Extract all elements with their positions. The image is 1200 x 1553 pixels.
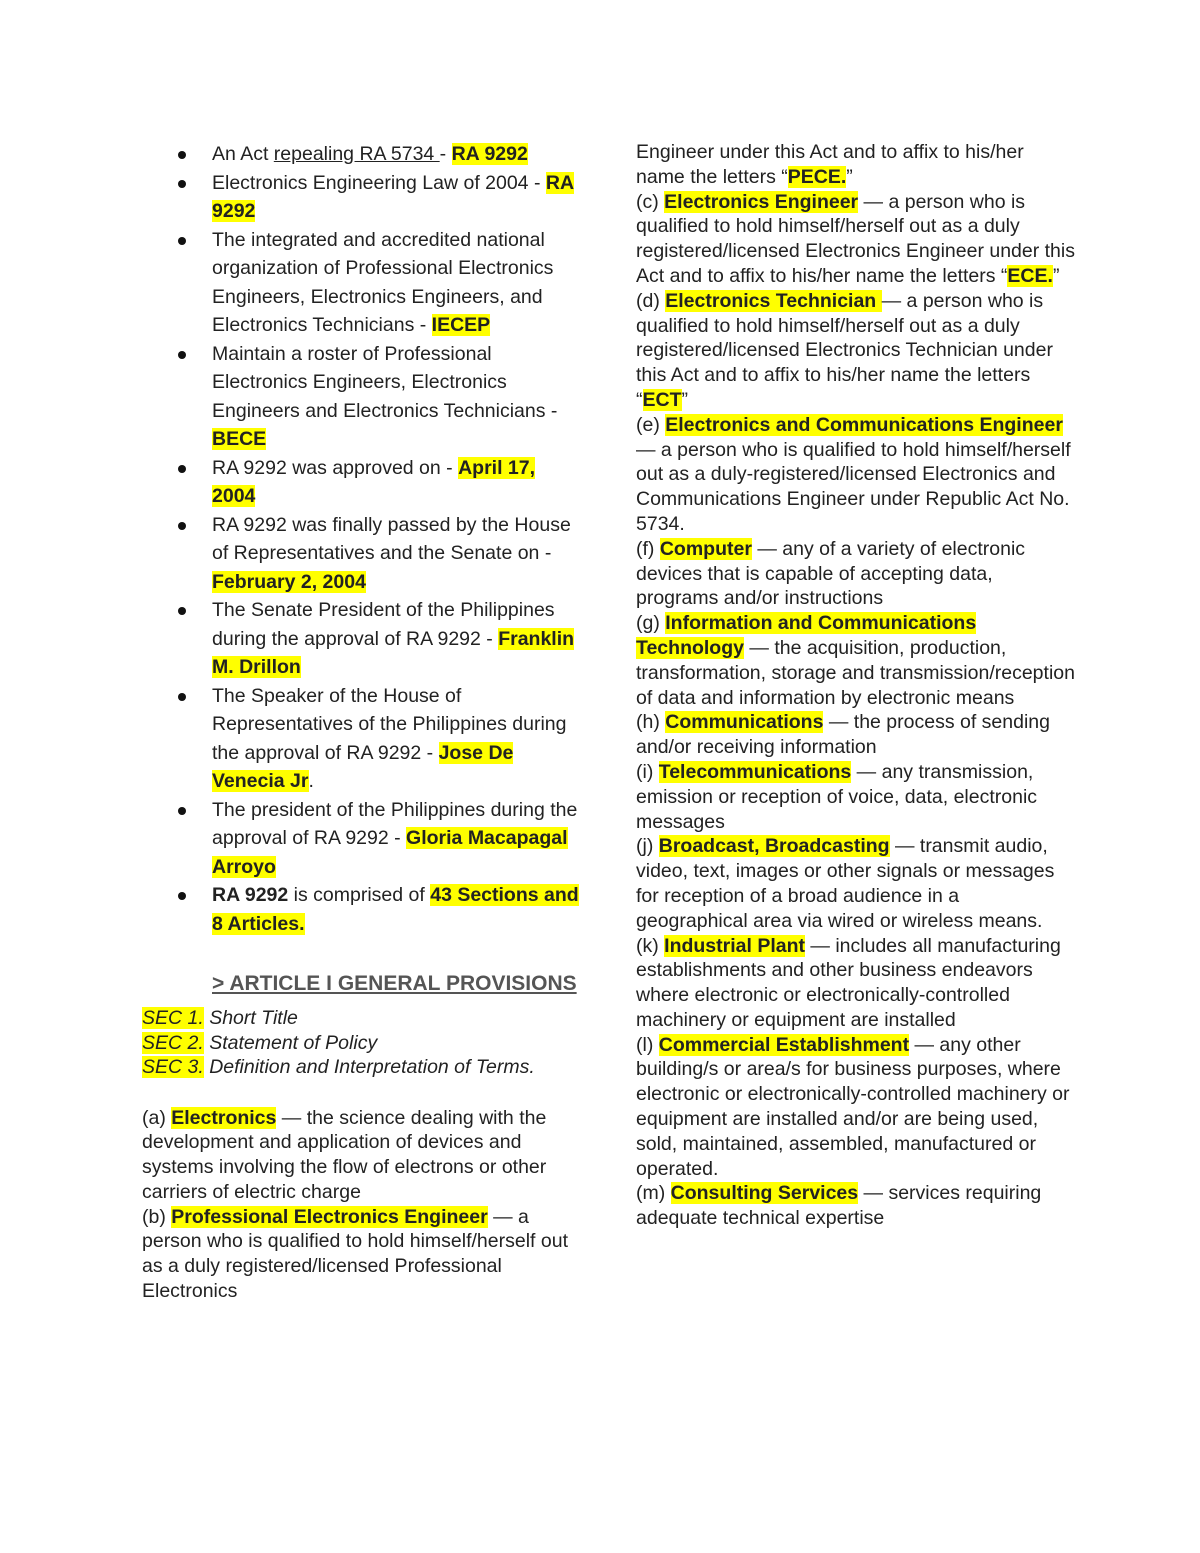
definition-term: Broadcast, Broadcasting bbox=[658, 835, 890, 858]
bullet-dot-icon bbox=[178, 693, 186, 701]
section-list bbox=[142, 1006, 582, 1080]
definition-text: — a person who is qualified to hold himself/herself out as a duly registered/licensed Professional Electronics bbox=[142, 1205, 568, 1303]
definition-text: — a person who is qualified to hold himself/herself out as a duly registered/licensed Electronics Engineer under this Act and to affix to his/her name the letters “ bbox=[636, 190, 1075, 287]
definition-label: (c) bbox=[636, 190, 665, 213]
bullet-item bbox=[142, 682, 582, 796]
definition-term: Professional Electronics Engineer bbox=[171, 1205, 488, 1228]
definition-item bbox=[636, 1033, 1076, 1182]
definition-text: — transmit audio, video, text, images or other signals or messages for reception of a broad audience in a geographical area via wired or wireless means. bbox=[636, 835, 1055, 932]
definition-item bbox=[636, 413, 1076, 537]
bullet-item bbox=[142, 140, 582, 169]
definition-item bbox=[636, 190, 1076, 289]
definition-term: Electronics Technician bbox=[665, 289, 882, 312]
definition-text: ” bbox=[681, 388, 688, 411]
definition-text: — any other building/s or area/s for business purposes, where electronic or electronically-controlled machinery or equipment are installed and/or are being used, sold, maintained, assembled, manufactured or operated. bbox=[636, 1033, 1070, 1180]
definition-text: — the process of sending and/or receiving information bbox=[636, 711, 1050, 759]
bullet-item bbox=[142, 796, 582, 882]
bullet-item bbox=[142, 340, 582, 454]
bullet-text: RA 9292 was approved on - bbox=[212, 456, 459, 479]
definition-text: — any transmission, emission or reception of voice, data, electronic messages bbox=[636, 760, 1038, 833]
bullet-dot-icon bbox=[178, 807, 186, 815]
highlight-answer: IECEP bbox=[431, 314, 491, 336]
definitions-right bbox=[636, 140, 1076, 1231]
highlight-answer: 43 Sections and 8 Articles. bbox=[212, 884, 579, 935]
bullet-text: Maintain a roster of Professional Electronics Engineers, Electronics Engineers and Electronics Technicians - bbox=[212, 342, 558, 422]
bullet-dot-icon bbox=[178, 522, 186, 530]
definition-label: (l) bbox=[636, 1033, 659, 1056]
highlight-answer: April 17, 2004 bbox=[212, 456, 536, 507]
highlight-answer: RA 9292 bbox=[451, 143, 528, 165]
definition-label: (i) bbox=[636, 760, 659, 783]
definition-label: (g) bbox=[636, 612, 666, 635]
definition-term: Electronics and Communications Engineer bbox=[665, 413, 1063, 436]
bullet-text: Electronics Engineering Law of 2004 - bbox=[212, 171, 546, 194]
definitions-left bbox=[142, 1106, 582, 1304]
bullet-text: An Act bbox=[212, 143, 274, 165]
definition-label: (b) bbox=[142, 1205, 172, 1228]
definition-term: Communications bbox=[665, 711, 824, 734]
definition-item bbox=[636, 140, 1076, 190]
bullet-item bbox=[142, 511, 582, 597]
definition-item bbox=[636, 760, 1076, 834]
definition-item bbox=[142, 1106, 582, 1205]
definition-term: Electronics bbox=[171, 1106, 277, 1129]
definition-term: Computer bbox=[659, 537, 752, 560]
bullet-dot-icon bbox=[178, 151, 186, 159]
definition-term: Consulting Services bbox=[670, 1182, 859, 1205]
section-title: Definition and Interpretation of Terms. bbox=[203, 1056, 535, 1078]
bullet-text: RA 9292 was finally passed by the House of Representatives and the Senate on - bbox=[212, 513, 571, 564]
underlined-text: repealing RA 5734 bbox=[273, 143, 440, 165]
highlight-answer: Franklin M. Drillon bbox=[212, 627, 575, 678]
section-key: SEC 1. bbox=[142, 1007, 204, 1029]
bullet-dot-icon bbox=[178, 180, 186, 188]
definition-text: ” bbox=[1052, 264, 1060, 287]
section-key: SEC 2. bbox=[142, 1031, 204, 1054]
definition-text: — includes all manufacturing establishments and other business endeavors where electronic or electronically-controlled machinery or equipment are installed bbox=[636, 934, 1061, 1031]
definition-item bbox=[636, 537, 1076, 611]
highlight-answer: February 2, 2004 bbox=[212, 570, 366, 593]
definition-item bbox=[636, 289, 1076, 413]
definition-term: Telecommunications bbox=[658, 760, 852, 783]
definition-text: Engineer under this Act and to affix to his/her name the letters “ bbox=[636, 141, 1024, 188]
definition-text: — a person who is qualified to hold himself/herself out as a duly registered/licensed Electronics Technician under this Act and to affix to his/her name the letters “ bbox=[636, 289, 1053, 411]
bullet-item bbox=[142, 881, 582, 938]
definition-term: Information and Communications Technology bbox=[636, 612, 977, 659]
definition-term: Electronics Engineer bbox=[664, 190, 859, 213]
section-title: Short Title bbox=[203, 1007, 298, 1029]
highlight-answer: BECE bbox=[212, 428, 267, 450]
bullet-dot-icon bbox=[178, 465, 186, 473]
highlight-answer: Jose De Venecia Jr bbox=[212, 741, 514, 792]
definition-suffix: ECT bbox=[642, 388, 682, 411]
definition-term: Commercial Establishment bbox=[658, 1033, 910, 1056]
definition-text: — any of a variety of electronic devices that is capable of accepting data, programs and/or instructions bbox=[636, 537, 1026, 610]
definition-label: (f) bbox=[636, 537, 660, 560]
definition-item bbox=[636, 710, 1076, 760]
definition-suffix: PECE. bbox=[787, 165, 847, 188]
bullet-text: The president of the Philippines during the approval of RA 9292 - bbox=[212, 798, 578, 849]
definition-item bbox=[636, 934, 1076, 1033]
definition-text: ” bbox=[846, 165, 853, 188]
bullet-list bbox=[142, 140, 582, 938]
bullet-dot-icon bbox=[178, 237, 186, 245]
definition-label: (a) bbox=[142, 1106, 172, 1129]
bullet-item bbox=[142, 169, 582, 226]
section-item bbox=[142, 1006, 582, 1031]
definition-text: — the acquisition, production, transformation, storage and transmission/reception of data and information by electronic means bbox=[636, 636, 1075, 709]
bullet-text: The Speaker of the House of Representatives of the Philippines during the approval of RA 9292 - bbox=[212, 684, 567, 764]
definition-item bbox=[636, 834, 1076, 933]
bold-text: RA 9292 bbox=[212, 884, 289, 906]
section-key: SEC 3. bbox=[142, 1056, 204, 1078]
section-title: Statement of Policy bbox=[203, 1031, 378, 1054]
section-item bbox=[142, 1031, 582, 1056]
bullet-text: The Senate President of the Philippines during the approval of RA 9292 - bbox=[212, 599, 555, 650]
definition-text: — services requiring adequate technical expertise bbox=[636, 1182, 1042, 1230]
right-column bbox=[636, 140, 1076, 1231]
section-item bbox=[142, 1055, 582, 1080]
highlight-answer: RA 9292 bbox=[212, 171, 575, 222]
definition-item bbox=[142, 1205, 582, 1304]
definition-label: (k) bbox=[636, 934, 665, 957]
definition-label: (j) bbox=[636, 835, 659, 858]
bullet-item bbox=[142, 454, 582, 511]
definition-term: Industrial Plant bbox=[664, 934, 806, 957]
article-heading: > ARTICLE I GENERAL PROVISIONS bbox=[212, 972, 577, 995]
bullet-item bbox=[142, 226, 582, 340]
definition-item bbox=[636, 611, 1076, 710]
bullet-item bbox=[142, 596, 582, 682]
bullet-dot-icon bbox=[178, 351, 186, 359]
bullet-dot-icon bbox=[178, 607, 186, 615]
definition-text: — the science dealing with the development and application of devices and systems involving the flow of electrons or other carriers of electric charge bbox=[142, 1106, 547, 1203]
bullet-text: - bbox=[439, 143, 452, 165]
definition-label: (h) bbox=[636, 711, 666, 734]
highlight-answer: Gloria Macapagal Arroyo bbox=[212, 827, 568, 878]
left-column bbox=[142, 140, 582, 1304]
definition-suffix: ECE. bbox=[1007, 264, 1053, 287]
definition-label: (d) bbox=[636, 289, 666, 312]
bullet-text: . bbox=[308, 770, 314, 792]
bullet-dot-icon bbox=[178, 892, 186, 900]
definition-label: (e) bbox=[636, 413, 666, 436]
definition-text: — a person who is qualified to hold himself/herself out as a duly-registered/licensed Electronics and Communications Engineer under Republic Act No. 5734. bbox=[636, 438, 1071, 535]
definition-item bbox=[636, 1181, 1076, 1231]
bullet-text: The integrated and accredited national organization of Professional Electronics Engineers, Electronics Engineers, and Electronics Technicians - bbox=[212, 228, 554, 336]
bullet-text: is comprised of bbox=[288, 884, 431, 906]
definition-label: (m) bbox=[636, 1182, 671, 1205]
